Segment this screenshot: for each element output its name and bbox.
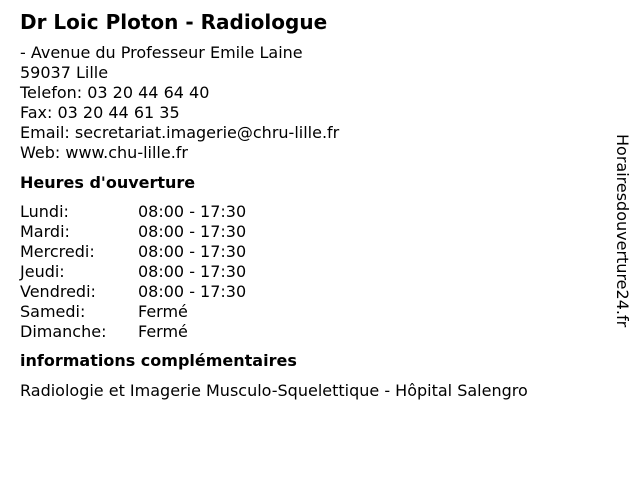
address-street: - Avenue du Professeur Emile Laine	[20, 43, 303, 62]
info-heading: informations complémentaires	[20, 351, 297, 370]
email-address: Email: secretariat.imagerie@chru-lille.fr	[20, 123, 340, 142]
hours-day: Mardi:	[20, 222, 70, 241]
hours-time: 08:00 - 17:30	[138, 202, 247, 221]
hours-day: Dimanche:	[20, 322, 107, 341]
contact-block	[20, 43, 600, 163]
hours-row	[20, 282, 600, 302]
hours-row	[20, 202, 600, 222]
hours-heading: Heures d'ouverture	[20, 173, 196, 192]
hours-row	[20, 262, 600, 282]
phone-number: Telefon: 03 20 44 64 40	[20, 83, 210, 102]
hours-day: Samedi:	[20, 302, 86, 321]
website: Web: www.chu-lille.fr	[20, 143, 189, 162]
page-title: Dr Loic Ploton - Radiologue	[20, 10, 328, 34]
hours-row	[20, 302, 600, 322]
hours-day: Mercredi:	[20, 242, 95, 261]
hours-time: 08:00 - 17:30	[138, 222, 247, 241]
hours-day: Jeudi:	[20, 262, 65, 281]
hours-day: Lundi:	[20, 202, 69, 221]
hours-day: Vendredi:	[20, 282, 96, 301]
info-text: Radiologie et Imagerie Musculo-Squelettique - Hôpital Salengro	[20, 381, 528, 400]
hours-row	[20, 222, 600, 242]
hours-table	[20, 202, 600, 342]
hours-time: 08:00 - 17:30	[138, 282, 247, 301]
hours-time: Fermé	[138, 302, 188, 321]
address-city: 59037 Lille	[20, 63, 109, 82]
side-brand-watermark: Horairesdouverture24.fr	[613, 134, 632, 328]
business-card	[20, 8, 600, 401]
hours-row	[20, 242, 600, 262]
hours-time: Fermé	[138, 322, 188, 341]
hours-row	[20, 322, 600, 342]
hours-time: 08:00 - 17:30	[138, 242, 247, 261]
hours-time: 08:00 - 17:30	[138, 262, 247, 281]
fax-number: Fax: 03 20 44 61 35	[20, 103, 180, 122]
